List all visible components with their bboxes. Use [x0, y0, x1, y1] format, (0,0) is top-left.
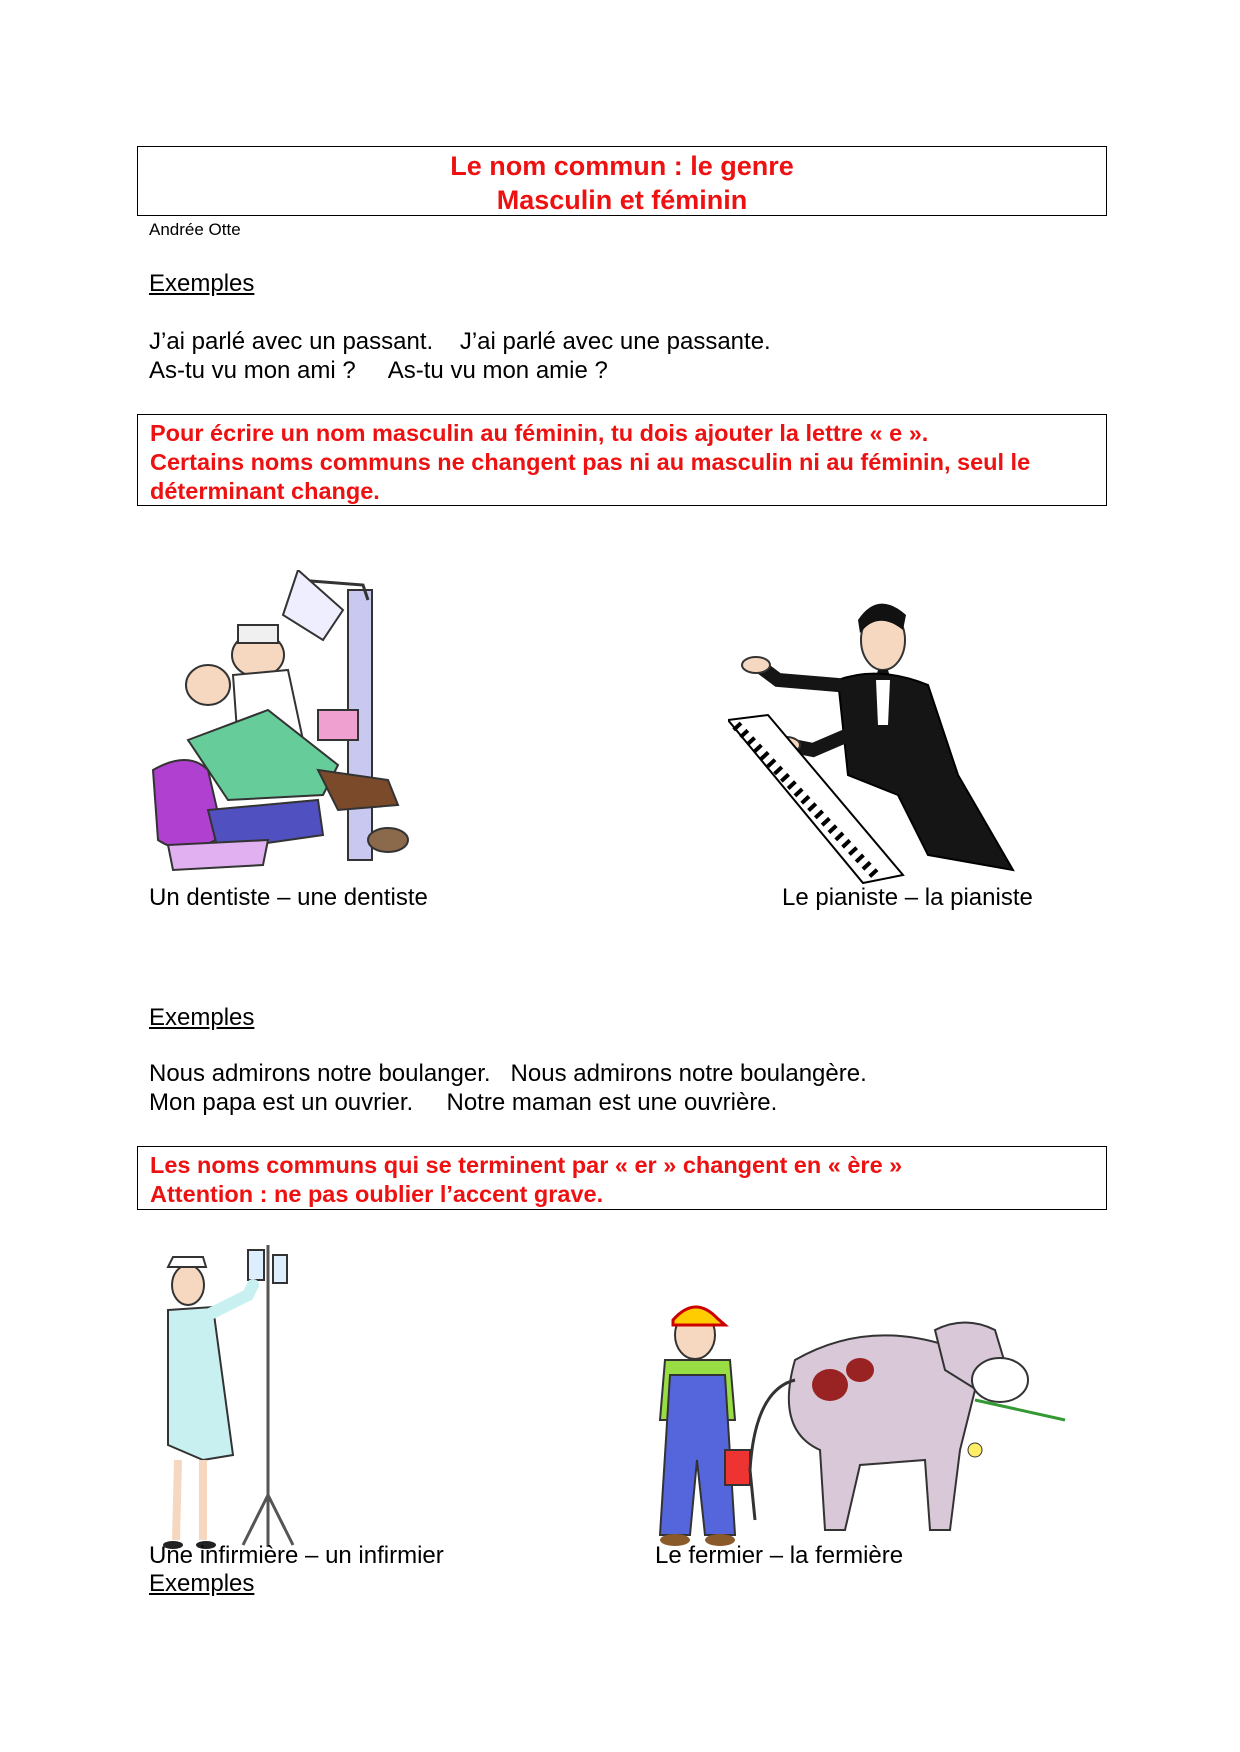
rule-1-line-2: Certains noms communs ne changent pas ni au masculin ni au féminin, seul le — [150, 449, 1031, 475]
title-box — [137, 146, 1107, 216]
examples-heading-3: Exemples — [149, 1570, 255, 1597]
caption-dentist: Un dentiste – une dentiste — [149, 884, 428, 911]
caption-farmer: Le fermier – la fermière — [655, 1542, 904, 1569]
rule-1-line-1: Pour écrire un nom masculin au féminin, tu dois ajouter la lettre « e ». — [150, 420, 929, 446]
farmer-cow-illustration — [645, 1300, 1070, 1550]
author: Andrée Otte — [149, 220, 241, 239]
nurse-illustration — [148, 1245, 308, 1550]
caption-pianist: Le pianiste – la pianiste — [782, 884, 1033, 911]
title-line-1: Le nom commun : le genre — [450, 151, 794, 181]
example-line-1: J’ai parlé avec un passant. J’ai parlé avec une passante. — [149, 328, 771, 355]
rule-2-line-1: Les noms communs qui se terminent par « er » changent en « ère » — [150, 1152, 903, 1178]
example-line-3: Nous admirons notre boulanger. Nous admirons notre boulangère. — [149, 1060, 867, 1087]
pianist-illustration — [728, 585, 1048, 885]
rule-2-line-2: Attention : ne pas oublier l’accent grave. — [150, 1181, 604, 1207]
caption-nurse: Une infirmière – un infirmier — [149, 1542, 444, 1569]
example-line-4: Mon papa est un ouvrier. Notre maman est une ouvrière. — [149, 1089, 778, 1116]
examples-heading-1: Exemples — [149, 270, 255, 297]
dentist-illustration — [148, 570, 433, 885]
title-line-2: Masculin et féminin — [496, 185, 748, 215]
rule-box-2 — [137, 1146, 1107, 1210]
rule-box-1 — [137, 414, 1107, 506]
examples-heading-2: Exemples — [149, 1004, 255, 1031]
rule-1-line-3: déterminant change. — [150, 478, 380, 504]
example-line-2: As-tu vu mon ami ? As-tu vu mon amie ? — [149, 357, 608, 384]
